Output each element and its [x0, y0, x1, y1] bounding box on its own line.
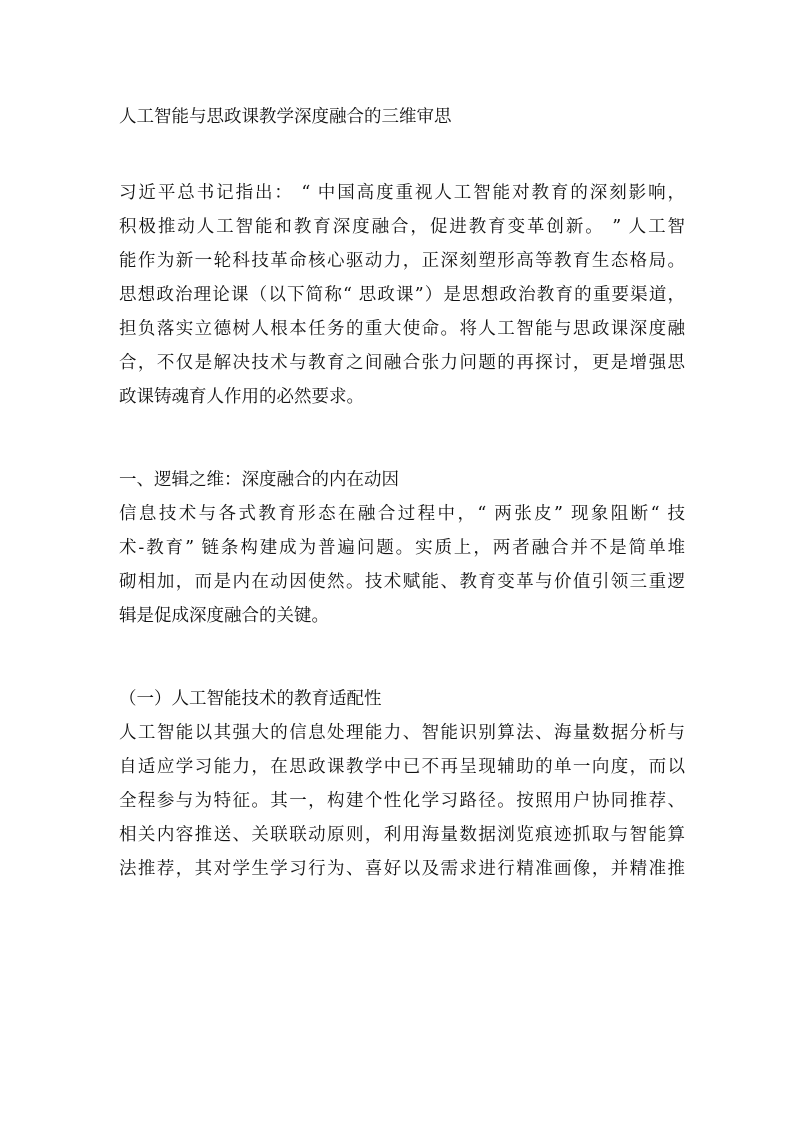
paragraph-line: 思想政治理论课（以下简称“ 思政课”）是思想政治教育的重要渠道， — [119, 285, 685, 305]
paragraph-line: 人工智能以其强大的信息处理能力、智能识别算法、海量数据分析与 — [119, 723, 685, 743]
paragraph-line: 砌相加，而是内在动因使然。技术赋能、教育变革与价值引领三重逻 — [119, 572, 685, 592]
section-heading: 一、逻辑之维：深度融合的内在动因 — [119, 470, 399, 490]
paragraph-line: 政课铸魂育人作用的必然要求。 — [119, 387, 364, 407]
paragraph-line: 法推荐，其对学生学习行为、喜好以及需求进行精准画像，并精准推 — [119, 859, 685, 879]
document-title: 人工智能与思政课教学深度融合的三维审思 — [119, 107, 452, 127]
paragraph-line: 自适应学习能力，在思政课教学中已不再呈现辅助的单一向度，而以 — [119, 757, 685, 777]
paragraph-line: 相关内容推送、关联联动原则，利用海量数据浏览痕迹抓取与智能算 — [119, 825, 685, 845]
paragraph-line: 担负落实立德树人根本任务的重大使命。将人工智能与思政课深度融 — [119, 319, 685, 339]
paragraph-line: 合，不仅是解决技术与教育之间融合张力问题的再探讨，更是增强思 — [119, 353, 685, 373]
paragraph-line: 能作为新一轮科技革命核心驱动力，正深刻塑形高等教育生态格局。 — [119, 251, 685, 271]
paragraph-line: 术-教育” 链条构建成为普遍问题。实质上，两者融合并不是简单堆 — [119, 538, 685, 558]
document-body — [119, 100, 685, 886]
section-paragraph — [119, 497, 685, 633]
subsection-paragraph — [119, 716, 685, 886]
subsection-heading: （一）人工智能技术的教育适配性 — [119, 689, 382, 709]
paragraph-line: 信息技术与各式教育形态在融合过程中，“ 两张皮” 现象阻断“ 技 — [119, 504, 685, 524]
paragraph-line: 辑是促成深度融合的关键。 — [119, 606, 329, 626]
spacer — [119, 134, 685, 176]
spacer — [119, 633, 685, 682]
spacer — [119, 414, 685, 463]
paragraph-line: 积极推动人工智能和教育深度融合，促进教育变革创新。 ” 人工智 — [119, 217, 685, 237]
paragraph-line: 全程参与为特征。其一，构建个性化学习路径。按照用户协同推荐、 — [119, 791, 685, 811]
intro-paragraph — [119, 176, 685, 414]
paragraph-line: 习近平总书记指出： “ 中国高度重视人工智能对教育的深刻影响， — [119, 183, 685, 203]
